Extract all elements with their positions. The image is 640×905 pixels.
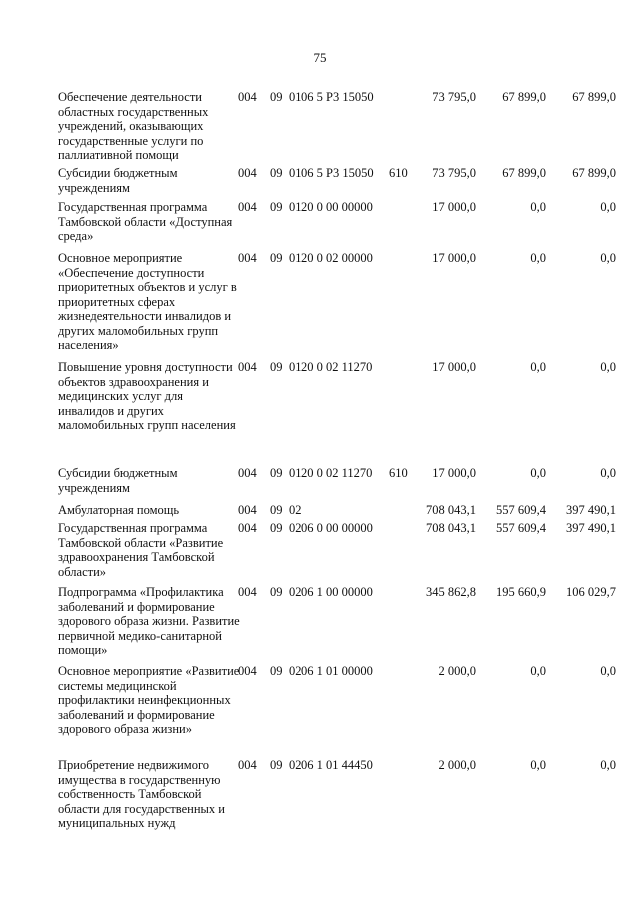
ved-code: 004 <box>238 200 257 214</box>
target-article-code: 06 1 00 00000 <box>301 585 373 599</box>
row-name: Субсидии бюджетным учреждениям <box>58 166 178 195</box>
subsection-code: 01 <box>289 360 302 374</box>
row-name: Приобретение недвижимого имущества в государственную собственность Тамбовской области для государственных и муниципальных нужд <box>58 758 225 830</box>
amount-year-3: 0,0 <box>600 466 616 480</box>
amount-year-1: 708 043,1 <box>426 503 476 517</box>
ved-code: 004 <box>238 166 257 180</box>
subsection-code: 01 <box>289 90 302 104</box>
row-name: Обеспечение деятельности областных государственных учреждений, оказывающих государственные услуги по паллиативной помощи <box>58 90 209 162</box>
section-code: 09 <box>270 521 283 535</box>
row-name: Основное мероприятие «Развитие системы медицинской профилактики неинфекционных заболеваний и формирование здорового образа жизни» <box>58 664 240 736</box>
amount-year-2: 0,0 <box>530 251 546 265</box>
subsection-code: 02 <box>289 664 302 678</box>
expense-type-code: 610 <box>389 466 408 480</box>
amount-year-3: 0,0 <box>600 664 616 678</box>
subsection-code: 02 <box>289 521 302 535</box>
target-article-code: 06 1 01 44450 <box>301 758 373 772</box>
target-article-code: 06 0 00 00000 <box>301 521 373 535</box>
ved-code: 004 <box>238 466 257 480</box>
amount-year-2: 0,0 <box>530 200 546 214</box>
subsection-code: 01 <box>289 466 302 480</box>
section-code: 09 <box>270 166 283 180</box>
amount-year-3: 106 029,7 <box>566 585 616 599</box>
amount-year-2: 0,0 <box>530 466 546 480</box>
row-name: Субсидии бюджетным учреждениям <box>58 466 178 495</box>
row-name: Основное мероприятие «Обеспечение доступности приоритетных объектов и услуг в приоритетных сферах жизнедеятельности инвалидов и других маломобильных групп населения» <box>58 251 237 352</box>
target-article-code: 20 0 02 00000 <box>301 251 373 265</box>
amount-year-3: 0,0 <box>600 200 616 214</box>
ved-code: 004 <box>238 360 257 374</box>
row-name: Повышение уровня доступности объектов здравоохранения и медицинских услуг для инвалидов и других маломобильных групп населения <box>58 360 236 432</box>
target-article-code: 20 0 02 11270 <box>301 360 373 374</box>
row-name: Амбулаторная помощь <box>58 503 180 517</box>
expense-type-code: 610 <box>389 166 408 180</box>
amount-year-2: 0,0 <box>530 758 546 772</box>
ved-code: 004 <box>238 251 257 265</box>
section-code: 09 <box>270 466 283 480</box>
amount-year-2: 67 899,0 <box>502 90 546 104</box>
amount-year-1: 2 000,0 <box>438 664 476 678</box>
amount-year-2: 67 899,0 <box>502 166 546 180</box>
subsection-code: 02 <box>289 503 302 517</box>
amount-year-2: 0,0 <box>530 664 546 678</box>
amount-year-1: 345 862,8 <box>426 585 476 599</box>
ved-code: 004 <box>238 585 257 599</box>
section-code: 09 <box>270 758 283 772</box>
subsection-code: 02 <box>289 758 302 772</box>
ved-code: 004 <box>238 758 257 772</box>
subsection-code: 01 <box>289 251 302 265</box>
subsection-code: 02 <box>289 585 302 599</box>
amount-year-3: 397 490,1 <box>566 503 616 517</box>
amount-year-3: 67 899,0 <box>572 166 616 180</box>
amount-year-1: 708 043,1 <box>426 521 476 535</box>
amount-year-3: 0,0 <box>600 758 616 772</box>
amount-year-2: 195 660,9 <box>496 585 546 599</box>
amount-year-2: 0,0 <box>530 360 546 374</box>
amount-year-3: 67 899,0 <box>572 90 616 104</box>
section-code: 09 <box>270 503 283 517</box>
subsection-code: 01 <box>289 200 302 214</box>
ved-code: 004 <box>238 503 257 517</box>
amount-year-1: 73 795,0 <box>432 166 476 180</box>
section-code: 09 <box>270 585 283 599</box>
amount-year-2: 557 609,4 <box>496 503 546 517</box>
amount-year-1: 17 000,0 <box>432 466 476 480</box>
target-article-code: 06 5 Р3 15050 <box>301 90 374 104</box>
section-code: 09 <box>270 360 283 374</box>
target-article-code: 06 1 01 00000 <box>301 664 373 678</box>
amount-year-1: 17 000,0 <box>432 200 476 214</box>
amount-year-3: 0,0 <box>600 251 616 265</box>
section-code: 09 <box>270 251 283 265</box>
amount-year-1: 73 795,0 <box>432 90 476 104</box>
ved-code: 004 <box>238 90 257 104</box>
section-code: 09 <box>270 90 283 104</box>
target-article-code: 20 0 00 00000 <box>301 200 373 214</box>
row-name: Государственная программа Тамбовской области «Развитие здравоохранения Тамбовской области» <box>58 521 224 579</box>
amount-year-1: 17 000,0 <box>432 251 476 265</box>
ved-code: 004 <box>238 664 257 678</box>
target-article-code: 06 5 Р3 15050 <box>301 166 374 180</box>
row-name: Подпрограмма «Профилактика заболеваний и формирование здорового образа жизни. Развитие первичной медико-санитарной помощи» <box>58 585 240 657</box>
amount-year-3: 0,0 <box>600 360 616 374</box>
row-name: Государственная программа Тамбовской области «Доступная среда» <box>58 200 233 243</box>
amount-year-2: 557 609,4 <box>496 521 546 535</box>
section-code: 09 <box>270 664 283 678</box>
amount-year-1: 2 000,0 <box>438 758 476 772</box>
amount-year-1: 17 000,0 <box>432 360 476 374</box>
amount-year-3: 397 490,1 <box>566 521 616 535</box>
subsection-code: 01 <box>289 166 302 180</box>
page-number: 75 <box>313 50 327 65</box>
target-article-code: 20 0 02 11270 <box>301 466 373 480</box>
section-code: 09 <box>270 200 283 214</box>
ved-code: 004 <box>238 521 257 535</box>
